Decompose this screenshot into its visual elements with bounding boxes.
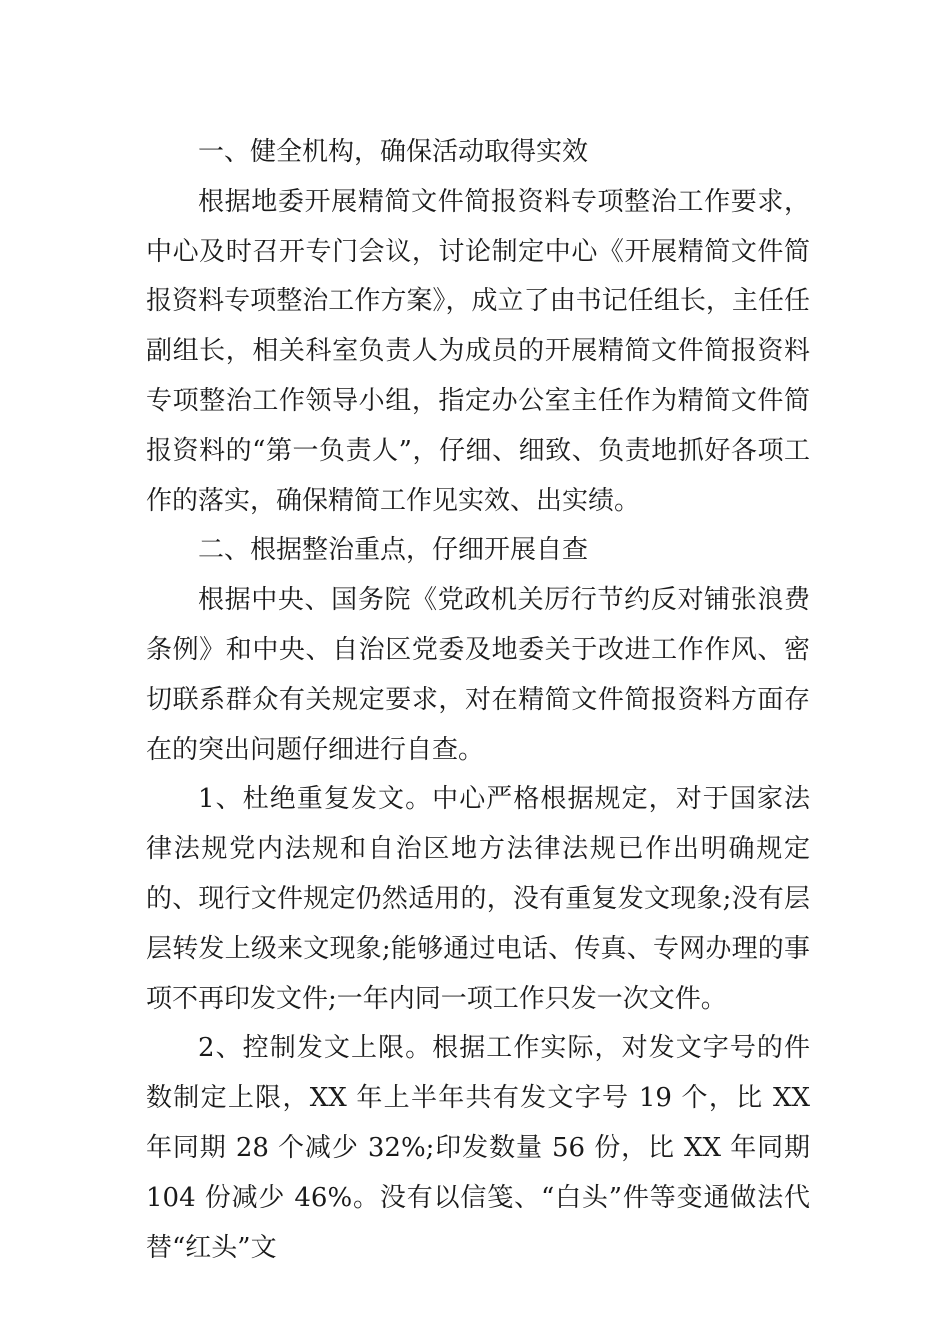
section-heading-1: 一、健全机构，确保活动取得实效 — [198, 137, 589, 167]
paragraph-3: 1、杜绝重复发文。中心严格根据规定，对于国家法律法规党内法规和自治区地方法律法规已作出明确规定的、现行文件规定仍然适用的，没有重复发文现象;没有层层转发上级来文现象;能够通过电话、传真、专网办理的事项不再印发文件;一年内同一项工作只发一次文件。 — [146, 784, 810, 1014]
document-body — [146, 128, 810, 1273]
paragraph-1: 根据地委开展精简文件简报资料专项整治工作要求，中心及时召开专门会议，讨论制定中心《开展精简文件简报资料专项整治工作方案》，成立了由书记任组长，主任任副组长，相关科室负责人为成员的开展精简文件简报资料专项整治工作领导小组，指定办公室主任作为精简文件简报资料的“第一负责人”，仔细、细致、负责地抓好各项工作的落实，确保精简工作见实效、出实绩。 — [146, 186, 810, 516]
section-heading-2: 二、根据整治重点，仔细开展自查 — [198, 535, 589, 566]
paragraph-4: 2、控制发文上限。根据工作实际，对发文字号的件数制定上限，XX 年上半年共有发文字号 19 个，比 XX 年同期 28 个减少 32%;印发数量 56 份，比 XX 年同期 104 份减少 46%。没有以信笺、“白头”件等变通做法代替“红头”文 — [146, 1033, 810, 1263]
paragraph-2: 根据中央、国务院《党政机关厉行节约反对铺张浪费条例》和中央、自治区党委及地委关于改进工作作风、密切联系群众有关规定要求，对在精简文件简报资料方面存在的突出问题仔细进行自查。 — [146, 585, 810, 765]
